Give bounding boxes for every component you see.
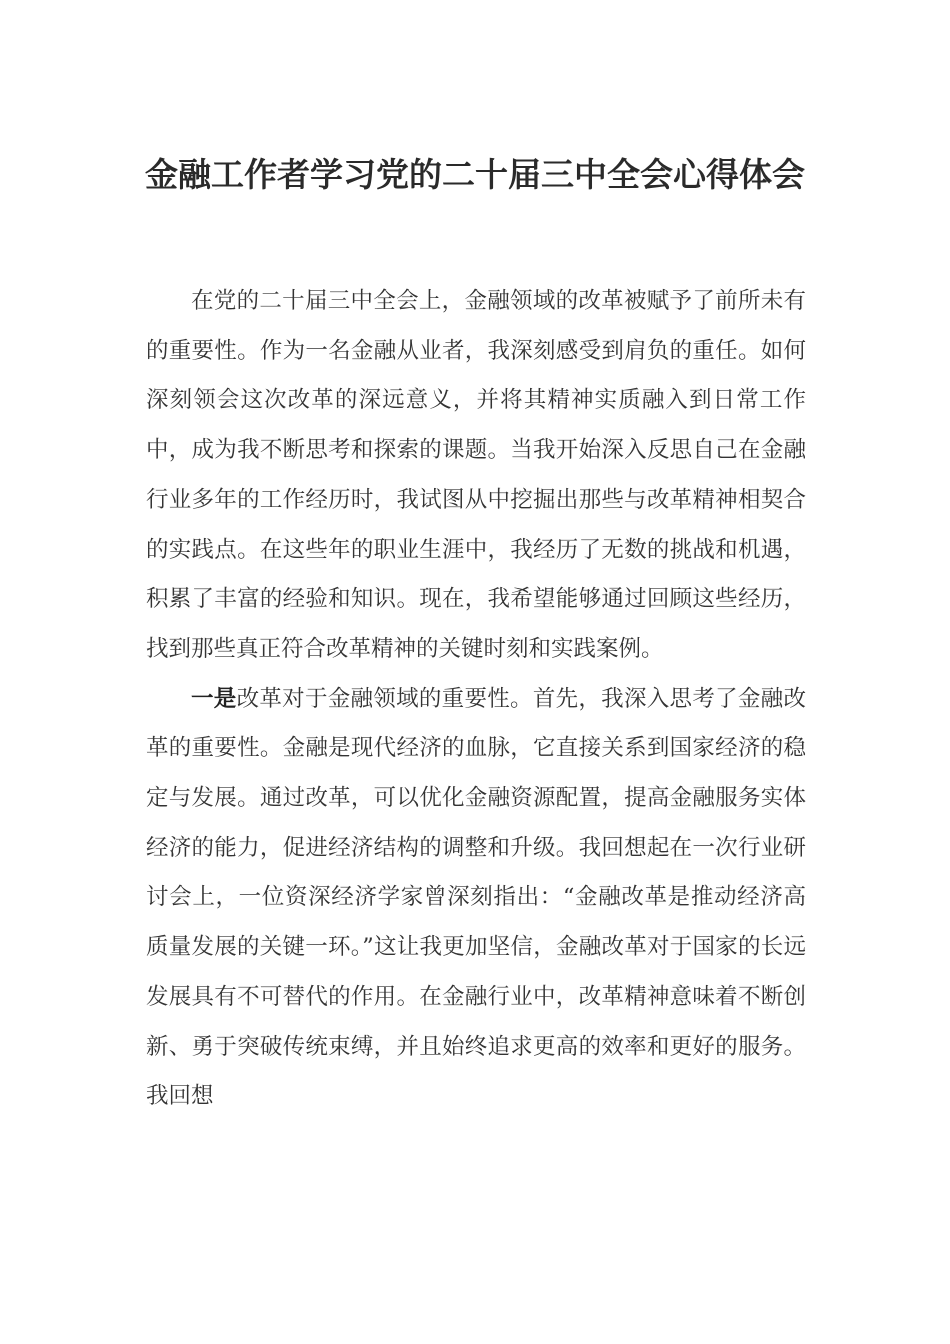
paragraph-point-one-lead: 一是 — [191, 685, 237, 712]
paragraph-intro-text: 在党的二十届三中全会上，金融领域的改革被赋予了前所未有的重要性。作为一名金融从业者，我深刻感受到肩负的重任。如何深刻领会这次改革的深远意义，并将其精神实质融入到日常工作中，成为我不断思考和探索的课题。当我开始深入反思自己在金融行业多年的工作经历时，我试图从中挖掘出那些与改革精神相契合的实践点。在这些年的职业生涯中，我经历了无数的挑战和机遇，积累了丰富的经验和知识。现在，我希望能够通过回顾这些经历，找到那些真正符合改革精神的关键时刻和实践案例。 — [146, 288, 806, 662]
document-body — [146, 277, 806, 1122]
paragraph-point-one — [146, 675, 806, 1122]
paragraph-intro — [146, 277, 806, 675]
paragraph-point-one-text: 改革对于金融领域的重要性。首先，我深入思考了金融改革的重要性。金融是现代经济的血脉，它直接关系到国家经济的稳定与发展。通过改革，可以优化金融资源配置，提高金融服务实体经济的能力，促进经济结构的调整和升级。我回想起在一次行业研讨会上，一位资深经济学家曾深刻指出：“金融改革是推动经济高质量发展的关键一环。”这让我更加坚信，金融改革对于国家的长远发展具有不可替代的作用。在金融行业中，改革精神意味着不断创新、勇于突破传统束缚，并且始终追求更高的效率和更好的服务。我回想 — [146, 685, 806, 1110]
document-title: 金融工作者学习党的二十届三中全会心得体会 — [145, 155, 805, 194]
